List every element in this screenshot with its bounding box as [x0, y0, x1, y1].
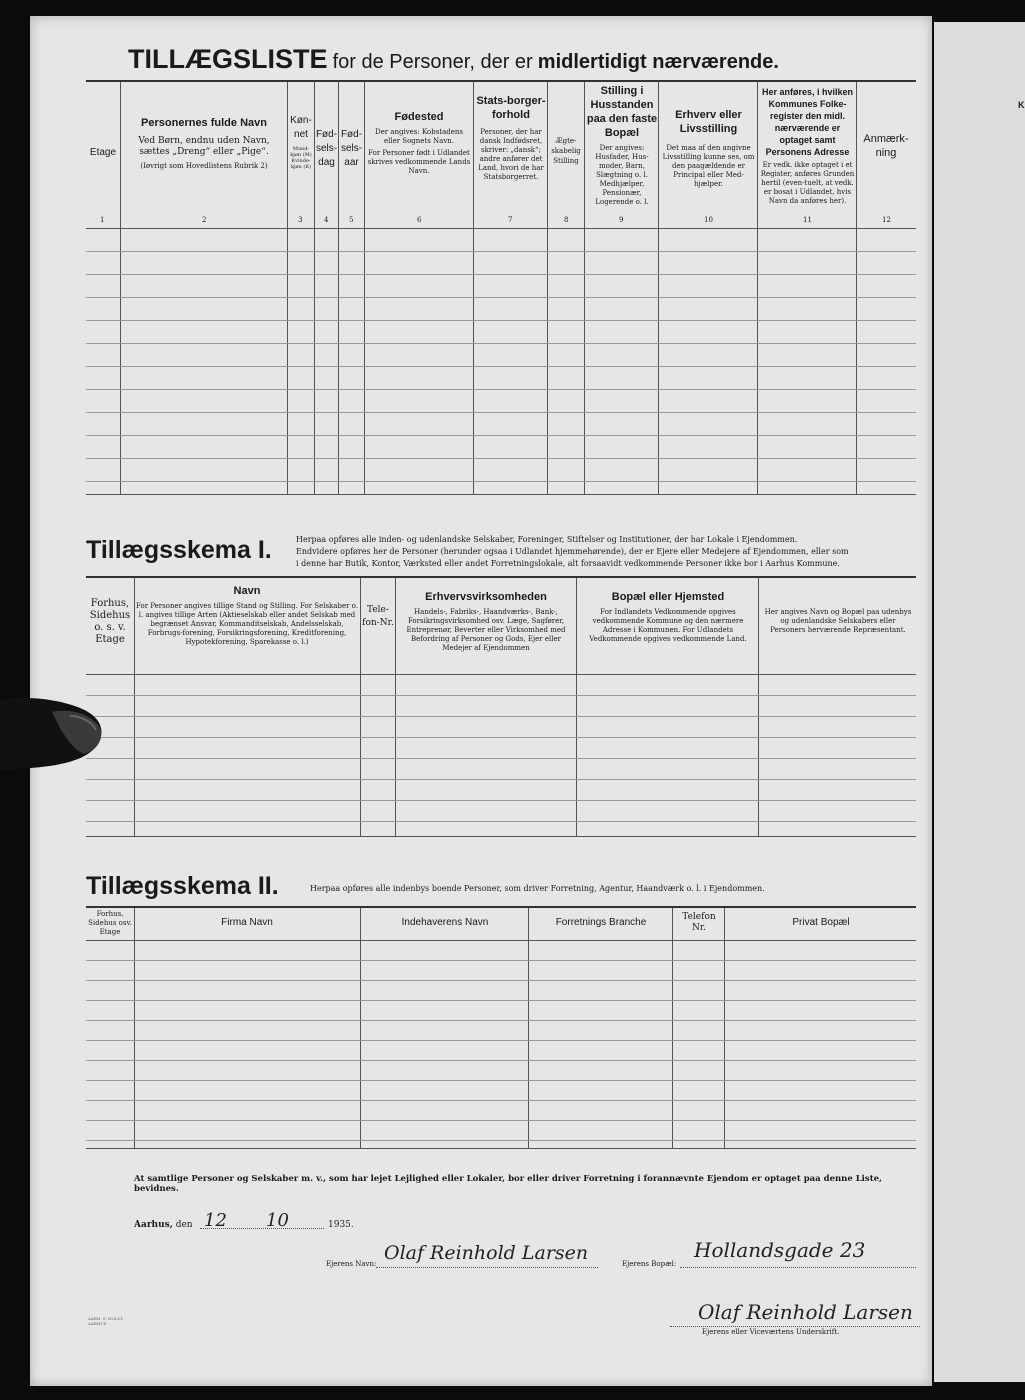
next-page-edge: K	[934, 22, 1025, 1382]
table-row-line	[86, 389, 916, 390]
table-row-line	[86, 1120, 916, 1121]
table-row-line	[86, 1140, 916, 1141]
skema2-col-bopael: Privat Bopæl	[792, 917, 850, 928]
table-row-line	[86, 343, 916, 344]
date-month: 10	[266, 1210, 289, 1231]
col-num: 2	[202, 216, 207, 224]
date-year: 1935.	[328, 1220, 354, 1230]
date-day: 12	[204, 1210, 227, 1231]
table-row-line	[86, 779, 916, 780]
table-row-line	[86, 800, 916, 801]
table-row-line	[86, 1000, 916, 1001]
table-row-line	[86, 1040, 916, 1041]
table-row-line	[86, 758, 916, 759]
table-row-line	[86, 716, 916, 717]
owner-address-label: Ejerens Bopæl:	[622, 1260, 677, 1268]
table-row-line	[86, 366, 916, 367]
table-row-line	[86, 960, 916, 961]
owner-name: Olaf Reinhold Larsen	[384, 1242, 589, 1264]
col-num: 12	[882, 216, 891, 224]
col-etage-head: Etage	[89, 147, 117, 158]
col-num: 7	[508, 216, 513, 224]
table-row-line	[86, 821, 916, 822]
owner-signature: Olaf Reinhold Larsen	[698, 1300, 913, 1324]
col-num: 9	[619, 216, 624, 224]
table-row-line	[86, 980, 916, 981]
table-row-line	[86, 695, 916, 696]
skema1-col-erhverv: Erhvervsvirksomheden Handels-, Fabriks-, Haandværks-, Bank-, Forsikringsvirksomhed osv. Læge, Sagfører, Entreprenør, Beverter eller Virksomhed med Befordring af Personer og Gods, Ejer eller Medejer af Ejendommen	[406, 591, 566, 652]
table-row-line	[86, 1080, 916, 1081]
table-row-line	[86, 274, 916, 275]
thumb-image	[0, 690, 112, 780]
owner-address: Hollandsgade 23	[694, 1238, 866, 1262]
table-row-line	[86, 320, 916, 321]
declaration-text: At samtlige Personer og Selskaber m. v., som har lejet Lejlighed eller Lokaler, bor eller driver Forretning i forannævnte Ejendom er optaget paa denne Liste, bevidnes.	[134, 1174, 882, 1194]
col-foedselsdag-header: Fød-sels-dag	[315, 129, 338, 168]
col-num: 8	[564, 216, 569, 224]
table-row-line	[86, 251, 916, 252]
skema1-col-telefon: Tele-fon-Nr.	[362, 605, 394, 628]
printer-mark: AARH. S. HOLST. AARHUS	[88, 1316, 124, 1326]
skema2-title: Tillægsskema II.	[86, 872, 279, 900]
col-num: 5	[349, 216, 354, 224]
col-koen-header: Køn-net Mand-kjøn (M) Kvinde-kjøn (K)	[290, 115, 312, 170]
skema2-col-firma: Firma Navn	[221, 917, 273, 928]
skema1-col-repraesentant: Her angives Navn og Bopæl paa udenbys og udenlandske Selskabers eller Personers herværende Repræsentant.	[764, 608, 912, 634]
skema1-intro: Herpaa opføres alle inden- og udenlandske Selskaber, Foreninger, Stiftelser og Institutioner, der har Lokale i Ejendommen. Endvidere opføres her de Personer (herunder ogsaa i Udlandet hjemmehørende), der er Ejere eller Medejere af Ejendommen, eller som i denne har Butik, Kontor, Værksted eller andet Forretningslokale, alt forsaavidt vedkommende Personer ikke bor i Aarhus Kommune.	[296, 535, 849, 568]
skema1-col-navn: Navn For Personer angives tillige Stand og Stilling. For Selskaber o. l. angives tillige Arten (Aktieselskab eller andet Selskab med begrænset Ansvar, Kommanditselskab, Andelsselskab, Forbrugs-forening, Forsikringsforening, Kreditforening, Hypotekforening, Sparekasse o. l.)	[136, 585, 358, 646]
col-statsborger-header: Stats-borger-forhold Personer, der har dansk Indfødsret, skriver: „dansk“; andre anfører det Land, hvori de har Statsborgerret.	[476, 95, 546, 181]
signature-label: Ejerens eller Viceværtens Underskrift.	[702, 1328, 840, 1336]
table-row-line	[86, 458, 916, 459]
col-erhverv-header: Erhverv eller Livsstilling Det maa af den angivne Livsstilling kunne ses, om den paagældende er Principal eller Med-hjælper.	[662, 109, 755, 188]
skema2-col-branche: Forretnings Branche	[555, 917, 647, 928]
table-row-line	[86, 435, 916, 436]
col-num: 1	[100, 216, 105, 224]
col-foedselsaar-header: Fød-sels-aar	[340, 129, 363, 168]
col-num: 4	[324, 216, 329, 224]
table-row-line	[86, 1100, 916, 1101]
col-aegteskab-header: Ægte-skabelig Stilling	[551, 137, 581, 165]
skema2-col-etage: Forhus, Sidehus osv. Etage	[88, 910, 132, 936]
col-num: 6	[417, 216, 422, 224]
table-row-line	[86, 297, 916, 298]
col-num: 3	[298, 216, 303, 224]
date-line: Aarhus, den	[134, 1220, 193, 1230]
table-row-line	[86, 481, 916, 482]
skema2-col-indehaver: Indehaverens Navn	[401, 917, 489, 928]
page-title: TILLÆGSLISTE for de Personer, der er midlertidigt nærværende.	[128, 44, 779, 74]
table-row-line	[86, 737, 916, 738]
col-folkeregister-header: Her anføres, i hvilken Kommunes Folke-register den midl. nærværende er optaget samt Personens Adresse Er vedk. ikke optaget i et Register, anføres Grunden hertil (even-tuelt, at vedk. er bosat i Udlandet, hvis Navn da anføres her).	[760, 87, 855, 205]
col-num: 10	[704, 216, 713, 224]
skema2-intro: Herpaa opføres alle indenbys boende Personer, som driver Forretning, Agentur, Haandværk o. l. i Ejendommen.	[310, 884, 765, 893]
skema1-col-bopael: Bopæl eller Hjemsted For Indlandets Vedkommende opgives vedkommende Kommune og den nærmere Adresse i Kommunen. For Udlandets Vedkommende opgives vedkommende Land.	[589, 591, 747, 643]
skema2-col-telefon: Telefon Nr.	[682, 912, 716, 933]
col-anmaerkning-header: Anmærk-ning	[863, 133, 909, 159]
owner-name-label: Ejerens Navn:	[326, 1260, 377, 1268]
skema1-col-etage: Forhus, Sidehus o. s. v. Etage	[89, 598, 131, 645]
table-row-line	[86, 1020, 916, 1021]
form-page	[30, 16, 932, 1386]
col-stilling-header: Stilling i Husstanden paa den faste Bopæl Der angives: Husfader, Hus-moder, Barn, Slægtning o. l. Medhjælper, Pensionær, Logerende o. l.	[586, 85, 658, 206]
col-name-header: Personernes fulde Navn Ved Børn, endnu uden Navn, sættes „Dreng“ eller „Pige“. (Iøvrigt som Hovedlistens Rubrik 2)	[138, 117, 270, 170]
skema1-title: Tillægsskema I.	[86, 536, 272, 564]
col-foedested-header: Fødested Der angives: Kobstadens eller Sognets Navn. For Personer født i Udlandet skrives vedkommende Lands Navn.	[367, 111, 471, 175]
table-row-line	[86, 412, 916, 413]
table-row-line	[86, 1060, 916, 1061]
col-num: 11	[803, 216, 812, 224]
